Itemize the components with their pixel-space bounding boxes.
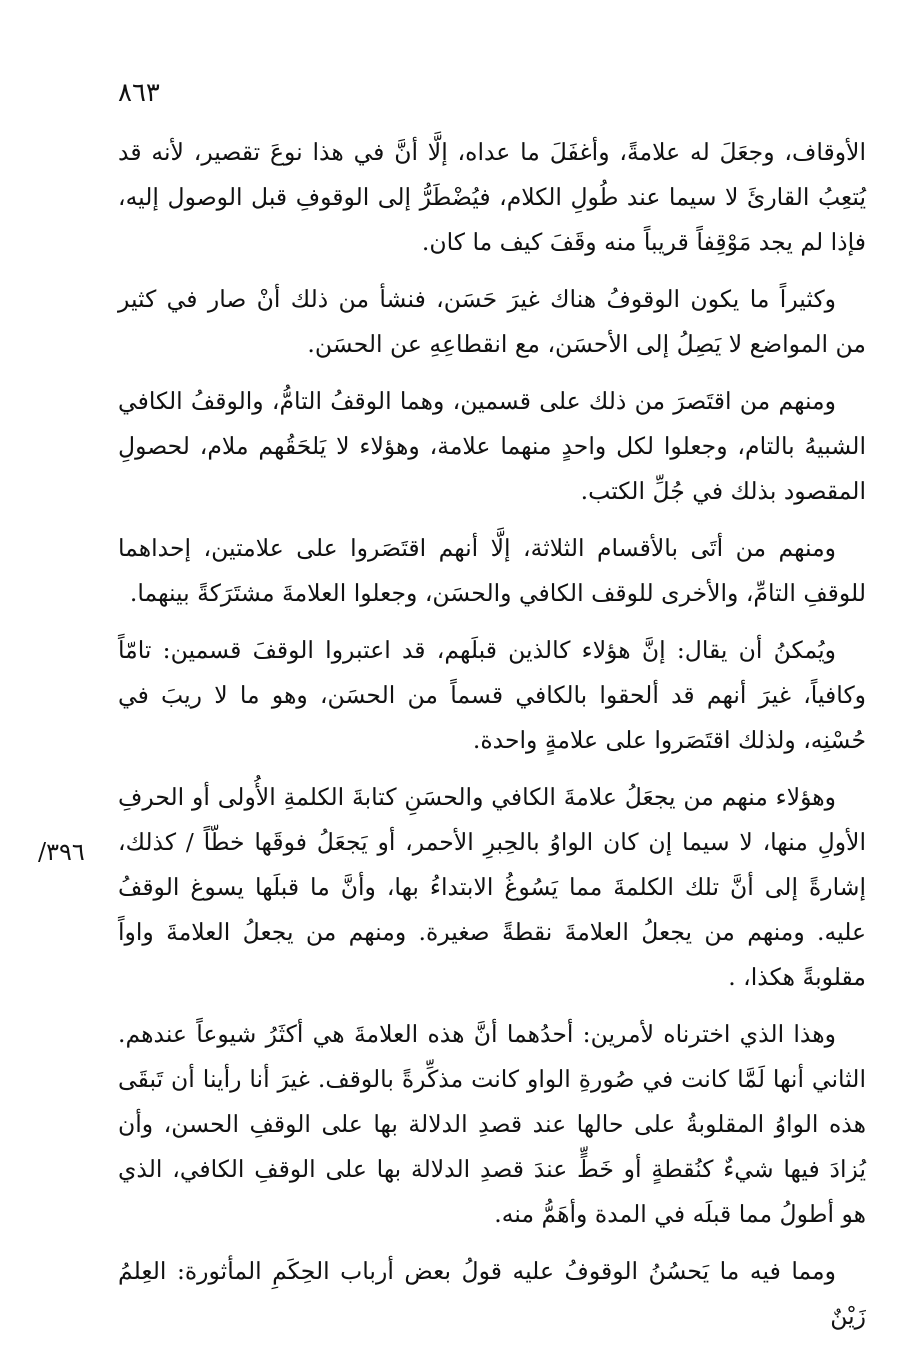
paragraph: وهذا الذي اخترناه لأمرين: أحدُهما أنَّ هذه العلامةَ هي أكثَرُ شيوعاً عندهم. الثاني أنها لَمَّا كانت في صُورةِ الواو كانت مذكِّرةً بالوقف. غيرَ أنا رأينا أن تَبقَى هذه الواوُ المقلوبةُ على حالها عند قصدِ الدلالة بها على الوقفِ الحسن، وأن يُزادَ فيها شيءٌ كنُقطةٍ أو خَطٍّ عندَ قصدِ الدلالة بها على الوقفِ الكافي، الذي هو أطولُ مما قبلَه في المدة وأهَمُّ منه. — [118, 1020, 866, 1228]
paragraph: ومنهم من اقتَصرَ من ذلك على قسمين، وهما الوقفُ التامُّ، والوقفُ الكافي الشبيهُ بالتام، وجعلوا لكل واحدٍ منهما علامة، وهؤلاء لا يَلحَقُهم ملام، لحصولِ المقصود بذلك في جُلِّ الكتب. — [118, 387, 866, 505]
paragraph: ومما فيه ما يَحسُنُ الوقوفُ عليه قولُ بعض أرباب الحِكَمِ المأثورة: العِلمُ زَيْنٌ — [118, 1257, 866, 1330]
paragraph: ومنهم من أتَى بالأقسام الثلاثة، إلَّا أنهم اقتَصَروا على علامتين، إحداهما للوقفِ التامِّ، والأخرى للوقف الكافي والحسَن، وجعلوا العلامةَ مشتَرَكةً بينهما. — [118, 534, 866, 607]
paragraph: ويُمكنُ أن يقال: إنَّ هؤلاء كالذين قبلَهم، قد اعتبروا الوقفَ قسمين: تامّاً وكافياً، غيرَ أنهم قد ألحقوا بالكافي قسماً من الحسَن، وهو ما لا ريبَ في حُسْنِه، ولذلك اقتَصَروا على علامةٍ واحدة. — [118, 636, 866, 754]
paragraph-continuation: الأوقاف، وجعَلَ له علامةً، وأغفَلَ ما عداه، إلَّا أنَّ في هذا نوعَ تقصير، لأنه قد يُتعِبُ القارئَ لا سيما عند طُولِ الكلام، فيُضْطَرُّ إلى الوقوفِ قبل الوصول إليه، فإذا لم يجد مَوْقِفاً قريباً منه وقَفَ كيف ما كان. — [118, 138, 866, 256]
body-text — [118, 130, 866, 1339]
paragraph: وهؤلاء منهم من يجعَلُ علامةَ الكافي والحسَنِ كتابةَ الكلمةِ الأُولى أو الحرفِ الأولِ منها، لا سيما إن كان الواوُ بالحِبرِ الأحمر، أو يَجعَلُ فوقَها خطّاً / كذلك، إشارةً إلى أنَّ تلك الكلمةَ مما يَسُوغُ الابتداءُ بها، وأنَّ ما قبلَها يسوغ الوقفُ عليه. ومنهم من يجعلُ العلامةَ نقطةً صغيرة. ومنهم من يجعلُ العلامةَ واواً مقلوبةً هكذا، . — [118, 783, 866, 991]
page-number: ٨٦٣ — [118, 78, 160, 108]
margin-page-reference: ٣٩٦/ — [38, 838, 85, 866]
paragraph: وكثيراً ما يكون الوقوفُ هناك غيرَ حَسَن، فنشأ من ذلك أنْ صار في كثير من المواضع لا يَصِلُ إلى الأحسَن، مع انقطاعِهِ عن الحسَن. — [118, 285, 866, 358]
